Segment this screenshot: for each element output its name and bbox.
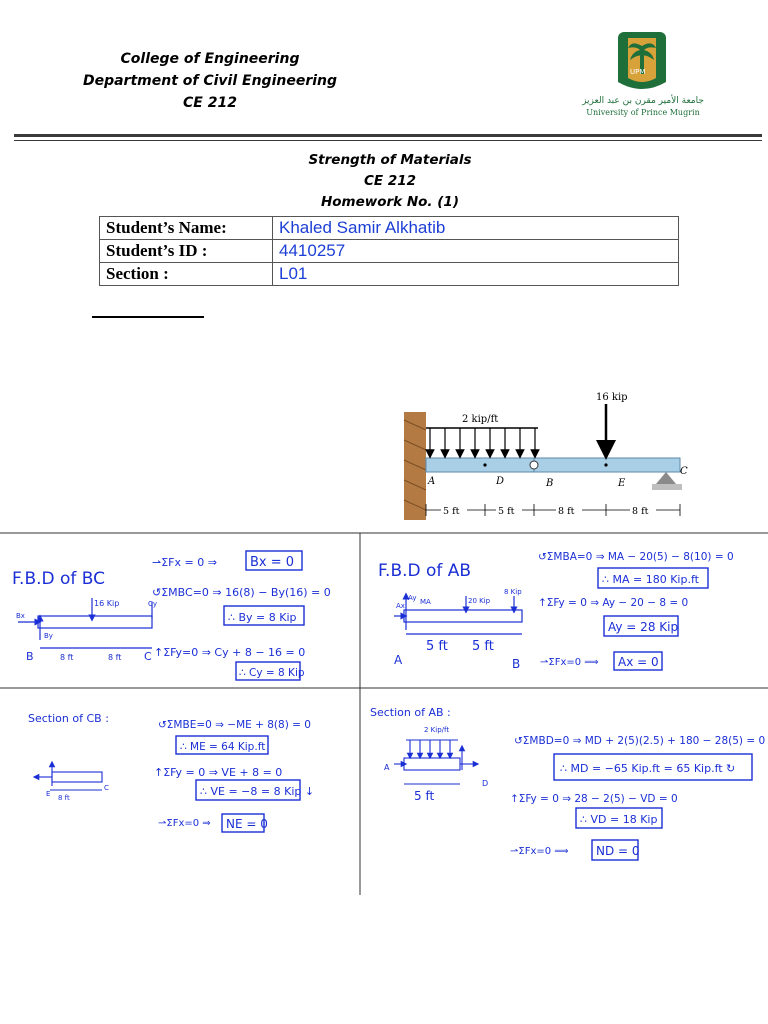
q2-eq1: ↺ΣMBA=0 ⇒ MA − 20(5) − 8(10) = 0 — [538, 551, 734, 563]
q1-fig-pt-b: B — [26, 650, 34, 663]
pt-C: C — [680, 466, 688, 477]
q4-fig-load: 2 Kip/ft — [424, 726, 450, 734]
q4-sketch — [394, 740, 476, 784]
q4-block — [370, 706, 765, 860]
q2-force-ma: MA — [420, 598, 431, 606]
q2-block — [378, 551, 734, 671]
q3-block — [28, 712, 314, 832]
pt-D: D — [496, 476, 505, 487]
q1-fig-load: 16 Kip — [94, 599, 120, 608]
point-load-label: 16 kip — [596, 392, 628, 403]
id-value: 4410257 — [273, 240, 679, 263]
span-3: 8 ft — [558, 506, 575, 517]
q2-fig-pt-a: A — [394, 653, 403, 667]
emblem-text: UPM — [630, 68, 646, 76]
q2-ans1: ∴ MA = 180 Kip.ft — [602, 573, 699, 586]
span-2: 5 ft — [498, 506, 515, 517]
course-code: CE 212 — [183, 95, 237, 111]
roller-c — [656, 472, 676, 484]
q4-title: Section of AB : — [370, 706, 451, 719]
q1-sketch — [18, 598, 152, 648]
q3-eq1: ↺ΣMBE=0 ⇒ −ME + 8(8) = 0 — [158, 719, 311, 731]
q2-force-ay: Ay — [408, 594, 417, 602]
hinge-b — [530, 461, 538, 469]
q3-ans2: ∴ VE = −8 = 8 Kip ↓ — [200, 785, 315, 798]
q1-force-by: By — [44, 632, 53, 640]
name-label: Student’s Name: — [100, 217, 273, 240]
q1-fig-dim2: 8 ft — [108, 653, 122, 662]
logo-english-name: University of Prince Mugrin — [586, 108, 700, 117]
college-name: College of Engineering — [120, 51, 300, 67]
q3-fig-pt-e: E — [46, 790, 51, 798]
q1-block — [12, 551, 331, 680]
homework-number: Homework No. (1) — [320, 194, 459, 210]
q2-fig-load2: 8 Kip — [504, 588, 522, 596]
id-label: Student’s ID : — [100, 240, 273, 263]
q4-fig-pt-a: A — [384, 763, 390, 772]
q4-eq3: ⇀ΣFx=0 ⟹ — [510, 846, 569, 857]
q1-ans3: ∴ Cy = 8 Kip — [239, 667, 305, 679]
q3-ans1: ∴ ME = 64 Kip.ft — [180, 741, 266, 753]
q1-ans2: ∴ By = 8 Kip — [228, 611, 297, 624]
q2-eq2: ↑ΣFy = 0 ⇒ Ay − 20 − 8 = 0 — [538, 597, 689, 609]
logo-arabic-name: جامعة الأمير مقرن بن عبد العزيز — [582, 96, 704, 106]
q4-ans1: ∴ MD = −65 Kip.ft = 65 Kip.ft ↻ — [560, 762, 736, 775]
q2-ans2: Ay = 28 Kip — [608, 620, 679, 634]
problem-figure — [404, 392, 688, 520]
q4-ans3: ND = 0 — [596, 844, 640, 858]
q2-ans3: Ax = 0 — [618, 655, 659, 669]
dist-load-label: 2 kip/ft — [462, 414, 499, 425]
q3-fig-dim1: 8 ft — [58, 794, 70, 802]
q1-eq2: ↺ΣMBC=0 ⇒ 16(8) − By(16) = 0 — [152, 586, 331, 599]
q4-fig-dim1: 5 ft — [414, 789, 435, 803]
q4-eq1: ↺ΣMBD=0 ⇒ MD + 2(5)(2.5) + 180 − 28(5) = 0 — [514, 735, 766, 747]
q3-eq2: ↑ΣFy = 0 ⇒ VE + 8 = 0 — [154, 766, 283, 779]
beam-ab — [426, 458, 534, 472]
q4-fig-pt-d: D — [482, 779, 489, 788]
q1-eq3: ↑ΣFy=0 ⇒ Cy + 8 − 16 = 0 — [154, 646, 306, 659]
q3-title: Section of CB : — [28, 712, 109, 725]
q3-fig-pt-c: C — [104, 784, 109, 792]
q1-title: F.B.D of BC — [12, 569, 106, 589]
q1-ans1: Bx = 0 — [250, 555, 295, 570]
pt-E: E — [618, 478, 626, 489]
pt-B: B — [546, 478, 554, 489]
department-name: Department of Civil Engineering — [82, 73, 338, 89]
q2-fig-dim2: 5 ft — [472, 639, 494, 654]
pt-A: A — [428, 476, 436, 487]
name-value: Khaled Samir Alkhatib — [273, 217, 679, 240]
course-title: Strength of Materials — [308, 152, 472, 168]
span-1: 5 ft — [443, 506, 460, 517]
q2-title: F.B.D of AB — [378, 561, 472, 581]
q1-eq1: ⇀ΣFx = 0 ⇒ — [152, 556, 217, 569]
section-label: Section : — [100, 263, 273, 286]
q2-fig-load1: 20 Kip — [468, 597, 491, 605]
section-value: L01 — [273, 263, 679, 286]
q1-force-bx: Bx — [16, 612, 25, 620]
q1-force-cy: Cy — [148, 600, 158, 608]
q2-eq3: ⇀ΣFx=0 ⟹ — [540, 657, 599, 668]
q1-fig-pt-c: C — [144, 650, 152, 663]
span-4: 8 ft — [632, 506, 649, 517]
q1-fig-dim1: 8 ft — [60, 653, 74, 662]
q3-eq3: ⇀ΣFx=0 ⇒ — [158, 818, 211, 829]
q4-eq2: ↑ΣFy = 0 ⇒ 28 − 2(5) − VD = 0 — [510, 793, 678, 805]
q2-force-ax: Ax — [396, 602, 405, 610]
q2-fig-pt-b: B — [512, 657, 521, 671]
course-code-2: CE 212 — [363, 173, 416, 189]
q3-sketch — [36, 764, 102, 790]
q2-fig-dim1: 5 ft — [426, 639, 448, 654]
q3-ans3: NE = 0 — [226, 817, 268, 831]
q4-ans2: ∴ VD = 18 Kip — [580, 813, 658, 826]
